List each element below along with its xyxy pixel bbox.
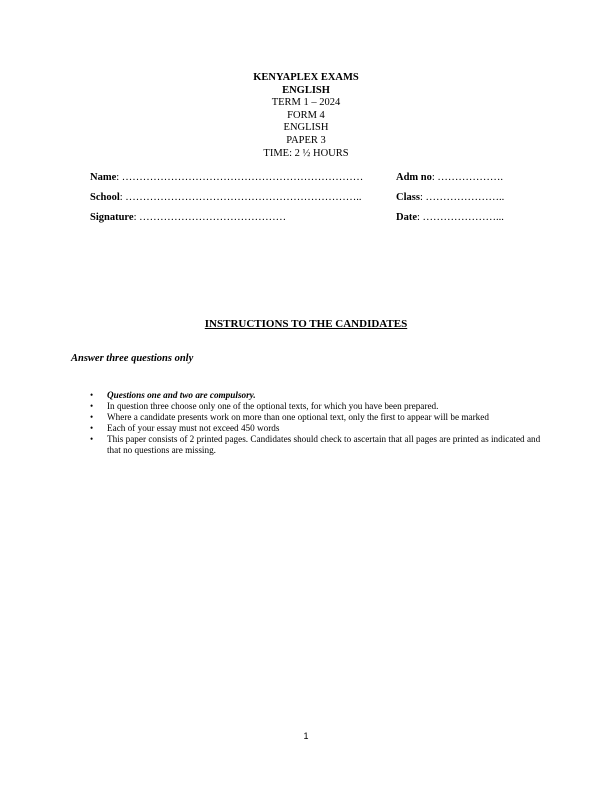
signature-field	[90, 211, 286, 224]
subject-title: ENGLISH	[282, 84, 330, 96]
answer-three-line: Answer three questions only	[71, 353, 194, 364]
time-line: TIME: 2 ½ HOURS	[263, 147, 349, 159]
list-item: • Each of your essay must not exceed 450 words	[90, 423, 280, 433]
date-dots: : …………………...	[417, 212, 504, 223]
name-dots: : ……………………………………………………………	[116, 172, 364, 183]
class-field	[396, 191, 504, 204]
school-field	[90, 191, 362, 204]
form-line: FORM 4	[287, 109, 325, 121]
list-item: • In question three choose only one of the optional texts, for which you have been prepared.	[90, 401, 439, 411]
instructions-title: INSTRUCTIONS TO THE CANDIDATES	[204, 318, 408, 330]
date-field	[396, 211, 504, 224]
bullet-icon: •	[90, 412, 94, 422]
date-label: Date	[396, 212, 417, 223]
name-label: Name	[90, 172, 117, 183]
signature-label: Signature	[90, 212, 134, 223]
signature-dots: : ……………………………………	[133, 212, 287, 223]
list-item: • Questions one and two are compulsory.	[90, 390, 256, 400]
bullet-icon: •	[90, 434, 94, 444]
term-line: TERM 1 – 2024	[271, 97, 341, 109]
adm-dots: : ……………….	[431, 172, 504, 183]
class-dots: : …………………..	[419, 192, 505, 203]
name-field	[90, 171, 363, 184]
instructions-list	[90, 390, 545, 456]
school-label: School	[90, 192, 120, 203]
list-item: • This paper consists of 2 printed pages. Candidates should check to ascertain that all pages are printed as indicated and that no questions are missing.	[90, 434, 541, 455]
list-item: • Where a candidate presents work on more than one optional text, only the first to appear will be marked	[90, 412, 489, 422]
adm-label: Adm no	[396, 172, 432, 183]
adm-field	[396, 171, 503, 184]
paper-line: PAPER 3	[286, 134, 326, 146]
page-number: 1	[303, 731, 309, 741]
school-dots: : …………………………………………………………..	[119, 192, 362, 203]
org-title: KENYAPLEX EXAMS	[253, 72, 359, 83]
bullet-icon: •	[90, 390, 94, 400]
subject-line: ENGLISH	[283, 122, 329, 134]
exam-header	[0, 72, 612, 160]
bullet-icon: •	[90, 423, 94, 433]
class-label: Class	[396, 192, 420, 203]
bullet-icon: •	[90, 401, 94, 411]
